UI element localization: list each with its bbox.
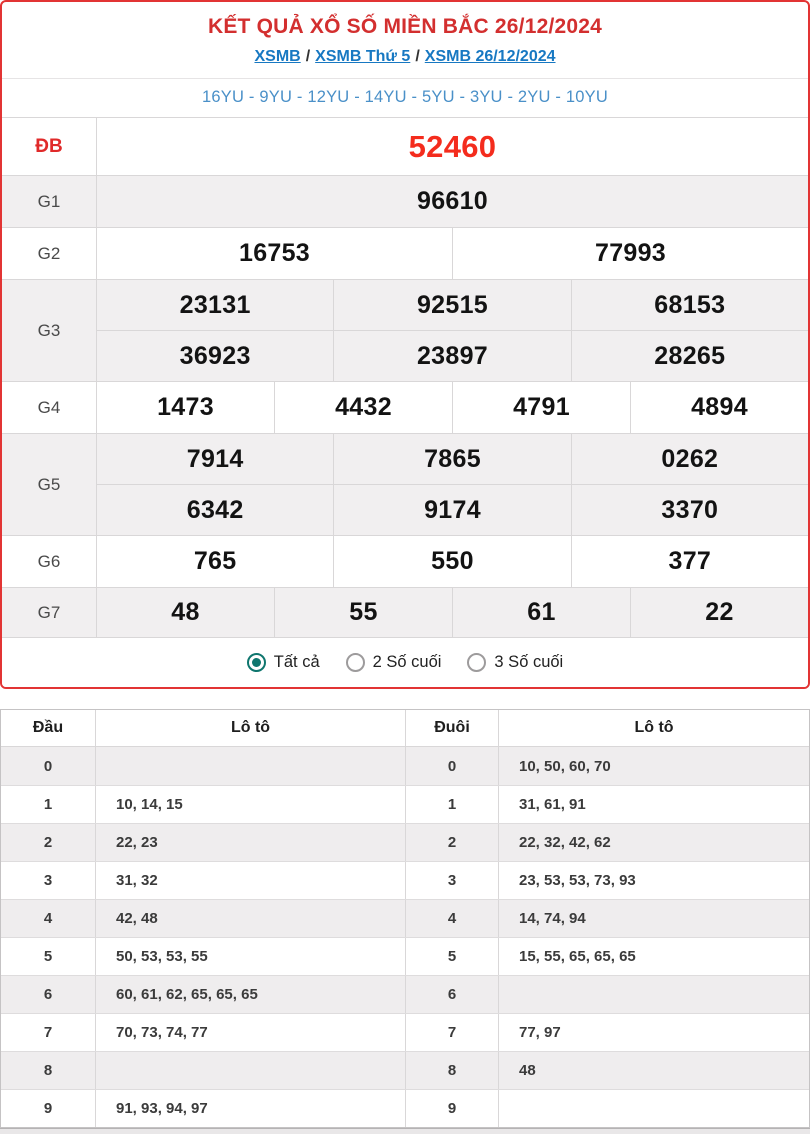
prize-number: 55 <box>274 588 452 637</box>
prize-values-g5 <box>97 434 808 535</box>
loto-tail-values: 10, 50, 60, 70 <box>498 747 809 785</box>
loto-row-3 <box>1 861 809 899</box>
prize-number: 68153 <box>571 280 808 330</box>
prize-number: 61 <box>452 588 630 637</box>
loto-row-9 <box>1 1089 809 1127</box>
loto-head-values: 42, 48 <box>95 900 405 937</box>
prize-group <box>97 588 808 637</box>
prize-number: 7865 <box>333 434 570 484</box>
loto-head-digit: 6 <box>43 986 53 1003</box>
loto-head-digit: 9 <box>43 1100 53 1117</box>
loto-tail-digit: 0 <box>405 747 498 785</box>
filter-radio-2[interactable] <box>467 653 563 672</box>
prize-label-g6: G6 <box>2 536 97 587</box>
prize-table <box>2 117 808 637</box>
prize-number: 550 <box>333 536 570 587</box>
radio-selected-icon[interactable] <box>247 653 266 672</box>
prize-values-g3 <box>97 280 808 381</box>
loto-tail-values: 23, 53, 53, 73, 93 <box>498 862 809 899</box>
loto-head-digit: 4 <box>43 910 53 927</box>
prize-number: 96610 <box>416 187 489 215</box>
radio-dot <box>472 658 481 667</box>
prize-group <box>97 382 808 433</box>
breadcrumb-separator: / <box>305 48 311 65</box>
prize-row-g1 <box>2 175 808 227</box>
loto-head-values <box>95 747 405 785</box>
loto-tail-digit: 3 <box>405 862 498 899</box>
loto-head-values: 10, 14, 15 <box>95 786 405 823</box>
loto-tail-values: 22, 32, 42, 62 <box>498 824 809 861</box>
prize-number: 22 <box>630 588 808 637</box>
prize-label-g2: G2 <box>2 228 97 279</box>
prize-number: 23897 <box>333 331 570 381</box>
loto-header-loto-right: Lô tô <box>498 710 809 746</box>
loto-row-8 <box>1 1051 809 1089</box>
loto-tail-digit: 9 <box>405 1090 498 1127</box>
prize-group <box>97 434 808 484</box>
loto-tail-digit: 7 <box>405 1014 498 1051</box>
loto-head-digit: 7 <box>43 1024 53 1041</box>
loto-tail-values: 48 <box>498 1052 809 1089</box>
prize-label-g1: G1 <box>2 176 97 227</box>
prize-group <box>97 118 808 175</box>
filter-radio-label: 2 Số cuối <box>372 653 442 671</box>
breadcrumb-link-xsmb[interactable]: XSMB <box>254 48 301 65</box>
prize-values-g2 <box>97 228 808 279</box>
loto-tail-digit: 4 <box>405 900 498 937</box>
prize-number: 23131 <box>179 290 251 319</box>
loto-row-4 <box>1 899 809 937</box>
loto-row-1 <box>1 785 809 823</box>
breadcrumb-link-xsmb-thu5[interactable]: XSMB Thứ 5 <box>315 48 411 65</box>
loto-tail-digit: 8 <box>405 1052 498 1089</box>
prize-row-g4 <box>2 381 808 433</box>
prize-number: 7914 <box>186 444 244 473</box>
prize-number: 48 <box>171 598 200 626</box>
prize-number: 3370 <box>571 485 808 535</box>
prize-number: 0262 <box>571 434 808 484</box>
prize-number: 6342 <box>186 495 244 524</box>
loto-tail-values: 15, 55, 65, 65, 65 <box>498 938 809 975</box>
prize-number: 77993 <box>452 228 808 279</box>
prize-number: 52460 <box>408 128 497 164</box>
prize-number: 9174 <box>333 485 570 535</box>
prize-number: 16753 <box>238 239 311 267</box>
prize-number: 765 <box>193 547 237 575</box>
loto-head-digit: 1 <box>43 796 53 813</box>
prize-row-g7 <box>2 587 808 637</box>
prize-values-đb <box>97 118 808 175</box>
prize-label-g7: G7 <box>2 588 97 637</box>
display-filter-group <box>2 637 808 687</box>
breadcrumb-separator: / <box>415 48 420 65</box>
loto-row-6 <box>1 975 809 1013</box>
prize-group <box>97 330 808 381</box>
loto-header-dau: Đầu <box>32 719 64 736</box>
filter-radio-0[interactable] <box>247 653 320 672</box>
loto-tail-digit: 2 <box>405 824 498 861</box>
breadcrumb-link-xsmb-date[interactable]: XSMB 26/12/2024 <box>424 48 556 65</box>
loto-tail-values <box>498 1090 809 1127</box>
loto-table <box>0 709 810 1128</box>
radio-unselected-icon[interactable] <box>467 653 486 672</box>
radio-dot <box>252 658 261 667</box>
loto-head-values: 50, 53, 53, 55 <box>95 938 405 975</box>
filter-radio-label: Tất cả <box>273 653 320 671</box>
loto-tail-values: 31, 61, 91 <box>498 786 809 823</box>
loto-row-0 <box>1 747 809 785</box>
prize-group <box>97 176 808 227</box>
loto-head-digit: 3 <box>43 872 53 889</box>
prize-number: 36923 <box>179 341 251 370</box>
loto-row-7 <box>1 1013 809 1051</box>
prize-values-g1 <box>97 176 808 227</box>
loto-header-row <box>1 710 809 747</box>
prize-row-g2 <box>2 227 808 279</box>
loto-tail-digit: 5 <box>405 938 498 975</box>
loto-head-digit: 2 <box>43 834 53 851</box>
prize-group <box>97 484 808 535</box>
prize-row-đb <box>2 117 808 175</box>
prize-number: 4791 <box>452 382 630 433</box>
breadcrumb <box>2 48 808 79</box>
prize-number: 28265 <box>571 331 808 381</box>
loto-tail-values: 14, 74, 94 <box>498 900 809 937</box>
yu-stats-line: 16YU - 9YU - 12YU - 14YU - 5YU - 3YU - 2YU - 10YU <box>202 88 608 106</box>
loto-head-digit: 5 <box>43 948 53 965</box>
prize-group <box>97 536 808 587</box>
loto-header-loto-left: Lô tô <box>95 710 405 746</box>
prize-label-g4: G4 <box>2 382 97 433</box>
loto-tail-values: 77, 97 <box>498 1014 809 1051</box>
prize-row-g5 <box>2 433 808 535</box>
prize-label-đb: ĐB <box>2 118 97 175</box>
page-title: KẾT QUẢ XỔ SỐ MIỀN BẮC 26/12/2024 <box>207 15 603 38</box>
filter-radio-1[interactable] <box>346 653 442 672</box>
footer-strip <box>0 1128 810 1134</box>
radio-dot <box>351 658 360 667</box>
radio-unselected-icon[interactable] <box>346 653 365 672</box>
prize-row-g3 <box>2 279 808 381</box>
loto-row-2 <box>1 823 809 861</box>
loto-head-digit: 8 <box>43 1062 53 1079</box>
prize-group <box>97 228 808 279</box>
loto-tail-values <box>498 976 809 1013</box>
prize-values-g6 <box>97 536 808 587</box>
loto-tail-digit: 1 <box>405 786 498 823</box>
loto-header-duoi: Đuôi <box>405 710 498 746</box>
loto-head-values: 60, 61, 62, 65, 65, 65 <box>95 976 405 1013</box>
card-header <box>2 2 808 79</box>
prize-values-g4 <box>97 382 808 433</box>
filter-radio-label: 3 Số cuối <box>494 653 564 671</box>
prize-row-g6 <box>2 535 808 587</box>
loto-head-values: 70, 73, 74, 77 <box>95 1014 405 1051</box>
loto-head-values: 91, 93, 94, 97 <box>95 1090 405 1127</box>
prize-number: 377 <box>571 536 808 587</box>
prize-number: 92515 <box>333 280 570 330</box>
prize-values-g7 <box>97 588 808 637</box>
loto-head-values: 31, 32 <box>95 862 405 899</box>
prize-label-g5: G5 <box>2 434 97 535</box>
prize-number: 4894 <box>630 382 808 433</box>
prize-group <box>97 280 808 330</box>
prize-number: 4432 <box>274 382 452 433</box>
loto-row-5 <box>1 937 809 975</box>
loto-head-values <box>95 1052 405 1089</box>
loto-head-digit: 0 <box>43 757 53 775</box>
prize-label-g3: G3 <box>2 280 97 381</box>
loto-tail-digit: 6 <box>405 976 498 1013</box>
prize-number: 1473 <box>157 393 214 421</box>
loto-head-values: 22, 23 <box>95 824 405 861</box>
